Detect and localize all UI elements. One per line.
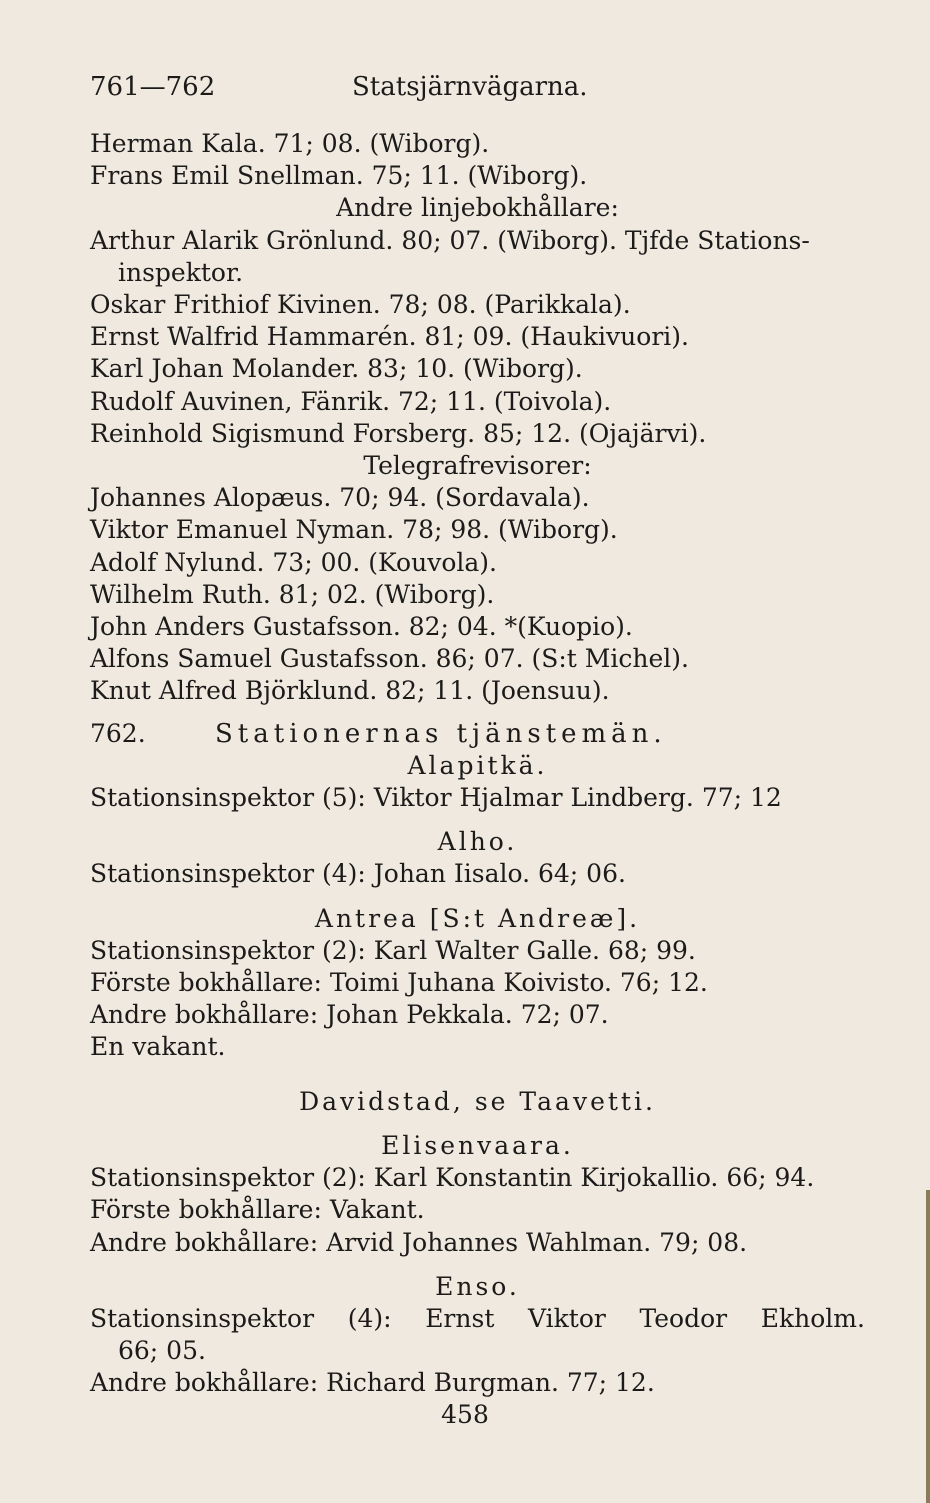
- entry-line: Andre bokhållare: Richard Burgman. 77; 12.: [90, 1368, 655, 1398]
- section-title: Stationernas tjänstemän.: [215, 718, 667, 749]
- station-name-enso: Enso.: [435, 1271, 520, 1301]
- entry-line: Förste bokhållare: Vakant.: [90, 1195, 425, 1225]
- word: Ernst: [425, 1303, 495, 1333]
- page-edge-shadow: [926, 1190, 930, 1503]
- entry-line: Stationsinspektor (5): Viktor Hjalmar Lindberg. 77; 12: [90, 783, 782, 813]
- header-page-range: 761—762: [90, 72, 216, 102]
- entry-line: John Anders Gustafsson. 82; 04. *(Kuopio).: [90, 612, 633, 642]
- entry-line: Knut Alfred Björklund. 82; 11. (Joensuu).: [90, 676, 610, 706]
- entry-line: Arthur Alarik Grönlund. 80; 07. (Wiborg). Tjfde Stations-: [90, 225, 810, 255]
- entry-line: Andre bokhållare: Arvid Johannes Wahlman. 79; 08.: [90, 1227, 748, 1257]
- word: Stationsinspektor: [90, 1303, 315, 1333]
- entry-line: En vakant.: [90, 1032, 226, 1062]
- entry-line: Förste bokhållare: Toimi Juhana Koivisto. 76; 12.: [90, 968, 708, 998]
- entry-line: Viktor Emanuel Nyman. 78; 98. (Wiborg).: [90, 515, 618, 545]
- entry-line: Andre bokhållare: Johan Pekkala. 72; 07.: [90, 1000, 609, 1030]
- subheading-linjebokhallare: Andre linjebokhållare:: [336, 193, 619, 223]
- station-name-alapitka: Alapitkä.: [407, 750, 548, 780]
- entry-line: Stationsinspektor (2): Karl Walter Galle. 68; 99.: [90, 935, 696, 965]
- subheading-telegrafrevisorer: Telegrafrevisorer:: [363, 451, 592, 481]
- entry-line: Wilhelm Ruth. 81; 02. (Wiborg).: [90, 579, 495, 609]
- word: Viktor: [528, 1303, 606, 1333]
- word: (4):: [347, 1303, 392, 1333]
- entry-line: Herman Kala. 71; 08. (Wiborg).: [90, 129, 490, 158]
- station-name-elisenvaara: Elisenvaara.: [381, 1130, 574, 1160]
- entry-line: Adolf Nylund. 73; 00. (Kouvola).: [90, 547, 497, 577]
- station-name-davidstad: Davidstad, se Taavetti.: [299, 1086, 656, 1116]
- station-name-alho: Alho.: [437, 827, 518, 857]
- entry-line: Oskar Frithiof Kivinen. 78; 08. (Parikkala).: [90, 290, 631, 320]
- entry-line: Ernst Walfrid Hammarén. 81; 09. (Haukivuori).: [90, 322, 689, 352]
- page-number: 458: [441, 1400, 489, 1429]
- page-body: [90, 128, 865, 1400]
- entry-line-continuation: 66; 05.: [118, 1336, 206, 1366]
- entry-line: Stationsinspektor (2): Karl Konstantin Kirjokallio. 66; 94.: [90, 1163, 815, 1193]
- section-heading: [90, 718, 865, 750]
- entry-line: Frans Emil Snellman. 75; 11. (Wiborg).: [90, 161, 588, 191]
- word: Ekholm.: [760, 1303, 865, 1333]
- word: Teodor: [639, 1303, 728, 1333]
- entry-line-justified: [90, 1303, 865, 1335]
- entry-line: Johannes Alopæus. 70; 94. (Sordavala).: [90, 483, 590, 513]
- entry-line-continuation: inspektor.: [118, 257, 244, 287]
- station-name-antrea: Antrea [S:t Andreæ].: [314, 903, 641, 933]
- section-number: 762.: [90, 718, 146, 748]
- entry-line: Alfons Samuel Gustafsson. 86; 07. (S:t Michel).: [90, 644, 689, 674]
- header-title: Statsjärnvägarna.: [352, 72, 588, 102]
- running-header: [90, 72, 850, 112]
- entry-line: Stationsinspektor (4): Johan Iisalo. 64; 06.: [90, 859, 626, 889]
- entry-line: Karl Johan Molander. 83; 10. (Wiborg).: [90, 354, 583, 384]
- entry-line: Reinhold Sigismund Forsberg. 85; 12. (Ojajärvi).: [90, 418, 707, 448]
- entry-line: Rudolf Auvinen, Fänrik. 72; 11. (Toivola).: [90, 386, 612, 416]
